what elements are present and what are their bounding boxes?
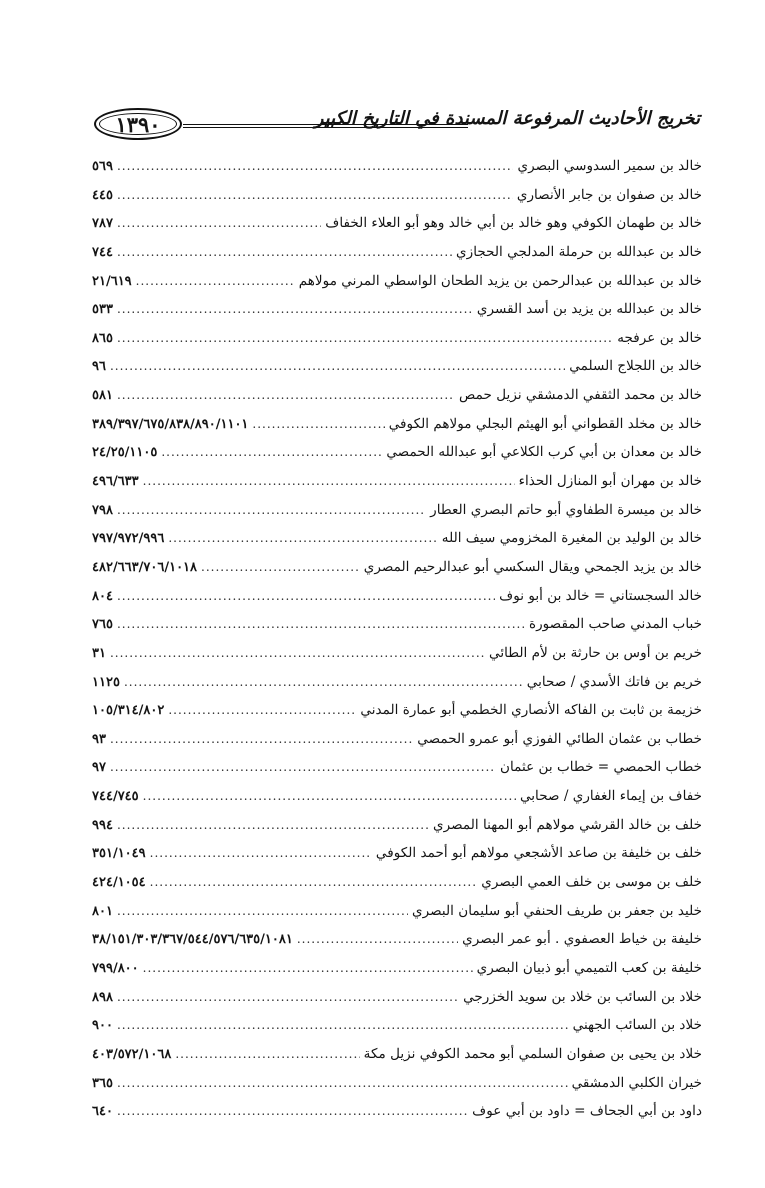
index-entry xyxy=(92,152,702,181)
entry-pages: ٣١ xyxy=(92,645,106,661)
index-entry xyxy=(92,811,702,840)
entry-name: خالد بن عبدالله بن عبدالرحمن بن يزيد الطحان الواسطي المرني مولاهم xyxy=(298,272,702,289)
index-entry xyxy=(92,181,702,210)
index-entry xyxy=(92,553,702,582)
entry-name: خالد بن الوليد بن المغيرة المخزومي سيف الله xyxy=(441,530,702,547)
dot-leader xyxy=(117,152,514,181)
dot-leader xyxy=(117,295,473,324)
entry-pages: ٥٣٣ xyxy=(92,302,113,318)
entry-pages: ٤٤٥ xyxy=(92,187,113,203)
entry-name: خالد بن عرفجه xyxy=(617,329,702,346)
dot-leader xyxy=(150,839,372,868)
index-list xyxy=(92,152,702,1126)
index-entry xyxy=(92,782,702,811)
entry-name: خلاد بن السائب بن خلاد بن سويد الخزرجي xyxy=(463,988,702,1005)
index-entry xyxy=(92,295,702,324)
entry-name: خليفة بن خياط العصفوي . أبو عمر البصري xyxy=(462,931,702,948)
entry-pages: ٧٨٧ xyxy=(92,216,113,232)
dot-leader xyxy=(143,782,516,811)
entry-pages: ١١٢٥ xyxy=(92,674,120,690)
dot-leader xyxy=(117,1069,568,1098)
dot-leader xyxy=(201,553,360,582)
entry-pages: ٧٦٥ xyxy=(92,617,113,633)
entry-name: خطاب الحمصي = خطاب بن عثمان xyxy=(500,759,702,776)
entry-name: خليفة بن كعب التميمي أبو ذبيان البصري xyxy=(476,959,702,976)
entry-pages: ٤٢٤/١٠٥٤ xyxy=(92,875,146,891)
page-number: ١٣٩٠ xyxy=(94,108,182,140)
index-entry xyxy=(92,897,702,926)
index-entry xyxy=(92,582,702,611)
entry-name: خالد بن سمير السدوسي البصري xyxy=(517,158,702,174)
entry-name: خلاد بن يحيى بن صفوان السلمي أبو محمد الكوفي نزيل مكة xyxy=(363,1045,702,1062)
dot-leader xyxy=(117,582,495,611)
entry-pages: ٨٠٤ xyxy=(92,588,113,604)
entry-pages: ٢١/٦١٩ xyxy=(92,273,132,289)
entry-name: داود بن أبي الجحاف = داود بن أبي عوف xyxy=(472,1103,702,1120)
entry-pages: ٧٤٤ xyxy=(92,244,113,260)
index-entry xyxy=(92,238,702,267)
index-entry xyxy=(92,496,702,525)
index-entry xyxy=(92,668,702,697)
entry-pages: ٤٠٣/٥٧٢/١٠٦٨ xyxy=(92,1046,172,1062)
entry-pages: ٣٨٩/٣٩٧/٦٧٥/٨٣٨/٨٩٠/١١٠١ xyxy=(92,416,249,432)
index-entry xyxy=(92,753,702,782)
entry-pages: ٩٩٤ xyxy=(92,817,113,833)
entry-pages: ٣٨/١٥١/٣٠٣/٣٦٧/٥٤٤/٥٧٦/٦٣٥/١٠٨١ xyxy=(92,932,293,948)
index-entry xyxy=(92,381,702,410)
dot-leader xyxy=(117,238,452,267)
entry-name: خليد بن جعفر بن طريف الحنفي أبو سليمان البصري xyxy=(412,902,702,919)
entry-name: خالد بن ميسرة الطفاوي أبو حاتم البصري العطار xyxy=(430,501,702,518)
index-entry xyxy=(92,639,702,668)
entry-pages: ٨٠١ xyxy=(92,903,113,919)
dot-leader xyxy=(150,868,478,897)
dot-leader xyxy=(117,897,408,926)
dot-leader xyxy=(117,983,459,1012)
index-entry xyxy=(92,1069,702,1098)
index-entry xyxy=(92,267,702,296)
dot-leader xyxy=(117,1011,569,1040)
entry-name: خريم بن أوس بن حارثة بن لأم الطائي xyxy=(489,644,702,661)
entry-name: خيران الكلبي الدمشقي xyxy=(571,1074,702,1091)
index-entry xyxy=(92,410,702,439)
entry-name: خالد بن عبدالله بن يزيد بن أسد القسري xyxy=(476,301,702,318)
index-entry xyxy=(92,725,702,754)
index-entry xyxy=(92,610,702,639)
entry-name: خفاف بن إيماء الغفاري / صحابي xyxy=(519,788,702,805)
entry-pages: ٧٩٨ xyxy=(92,502,113,518)
entry-name: خالد بن معدان بن أبي كرب الكلاعي أبو عبدالله الحمصي xyxy=(386,444,702,461)
dot-leader xyxy=(117,811,429,840)
dot-leader xyxy=(117,496,426,525)
dot-leader xyxy=(168,696,356,725)
index-entry xyxy=(92,1040,702,1069)
index-entry xyxy=(92,925,702,954)
dot-leader xyxy=(136,267,295,296)
index-entry xyxy=(92,839,702,868)
entry-pages: ٩٦ xyxy=(92,359,106,375)
entry-pages: ١٠٥/٣١٤/٨٠٢ xyxy=(92,703,165,719)
entry-pages: ٩٧ xyxy=(92,760,106,776)
dot-leader xyxy=(124,668,523,697)
dot-leader xyxy=(143,954,473,983)
entry-pages: ٧٩٩/٨٠٠ xyxy=(92,960,139,976)
entry-pages: ٥٦٩ xyxy=(92,159,113,174)
entry-name: خلف بن خالد القرشي مولاهم أبو المهنا المصري xyxy=(432,816,702,833)
index-entry xyxy=(92,954,702,983)
dot-leader xyxy=(117,324,613,353)
entry-name: خالد بن يزيد الجمحي ويقال السكسي أبو عبدالرحيم المصري xyxy=(363,558,702,575)
entry-name: خزيمة بن ثابت بن الفاكه الأنصاري الخطمي أبو عمارة المدني xyxy=(360,702,702,719)
entry-name: خالد بن مخلد القطواني أبو الهيثم البجلي مولاهم الكوفي xyxy=(388,415,702,432)
dot-leader xyxy=(161,438,382,467)
index-entry xyxy=(92,352,702,381)
dot-leader xyxy=(117,610,525,639)
index-entry xyxy=(92,1011,702,1040)
entry-name: خلاد بن السائب الجهني xyxy=(572,1017,702,1034)
entry-pages: ٤٨٢/٦٦٣/٧٠٦/١٠١٨ xyxy=(92,559,198,575)
dot-leader xyxy=(110,725,413,754)
dot-leader xyxy=(143,467,515,496)
entry-pages: ٩٠٠ xyxy=(92,1018,113,1034)
entry-pages: ٨٦٥ xyxy=(92,330,113,346)
entry-pages: ٩٣ xyxy=(92,731,106,747)
entry-name: خالد بن مهران أبو المنازل الحذاء xyxy=(518,473,702,490)
dot-leader xyxy=(117,209,321,238)
dot-leader xyxy=(110,352,565,381)
entry-name: خباب المدني صاحب المقصورة xyxy=(528,616,702,633)
index-entry xyxy=(92,438,702,467)
entry-name: خالد السجستاني = خالد بن أبو نوف xyxy=(499,587,702,604)
entry-pages: ٦٤٠ xyxy=(92,1104,113,1120)
entry-name: خطاب بن عثمان الطائي الفوزي أبو عمرو الحمصي xyxy=(417,730,702,747)
index-entry xyxy=(92,209,702,238)
dot-leader xyxy=(297,925,458,954)
entry-name: خالد بن طهمان الكوفي وهو خالد بن أبي خالد وهو أبو العلاء الخفاف xyxy=(325,215,702,232)
dot-leader xyxy=(252,410,384,439)
index-entry xyxy=(92,467,702,496)
entry-name: خالد بن محمد الثقفي الدمشقي نزيل حمص xyxy=(459,387,702,404)
entry-name: خالد بن صفوان بن جابر الأنصاري xyxy=(516,186,702,203)
entry-pages: ٣٦٥ xyxy=(92,1075,113,1091)
index-entry xyxy=(92,324,702,353)
book-title: تخريج الأحاديث المرفوعة المسندة في التاريخ الكبير xyxy=(314,108,700,129)
entry-name: خلف بن موسى بن خلف العمي البصري xyxy=(481,874,702,891)
index-entry xyxy=(92,868,702,897)
entry-pages: ٧٤٤/٧٤٥ xyxy=(92,789,139,805)
entry-name: خلف بن خليفة بن صاعد الأشجعي مولاهم أبو أحمد الكوفي xyxy=(375,845,702,862)
dot-leader xyxy=(117,1097,468,1126)
entry-pages: ٨٩٨ xyxy=(92,989,113,1005)
page-header xyxy=(88,104,700,146)
entry-pages: ٣٥١/١٠٤٩ xyxy=(92,846,146,862)
dot-leader xyxy=(117,181,513,210)
entry-pages: ٤٩٦/٦٣٣ xyxy=(92,474,139,490)
dot-leader xyxy=(110,639,485,668)
entry-name: خالد بن اللجلاج السلمي xyxy=(569,358,702,375)
index-entry xyxy=(92,524,702,553)
dot-leader xyxy=(117,381,455,410)
index-entry xyxy=(92,983,702,1012)
index-entry xyxy=(92,696,702,725)
entry-name: خالد بن عبدالله بن حرملة المدلجي الحجازي xyxy=(455,243,702,260)
dot-leader xyxy=(168,524,437,553)
dot-leader xyxy=(175,1040,359,1069)
dot-leader xyxy=(110,753,496,782)
entry-pages: ٢٤/٢٥/١١٠٥ xyxy=(92,445,158,461)
entry-pages: ٥٨١ xyxy=(92,388,113,404)
entry-pages: ٧٩٧/٩٧٢/٩٩٦ xyxy=(92,531,165,547)
entry-name: خريم بن فاتك الأسدي / صحابي xyxy=(526,673,702,690)
index-entry xyxy=(92,1097,702,1126)
